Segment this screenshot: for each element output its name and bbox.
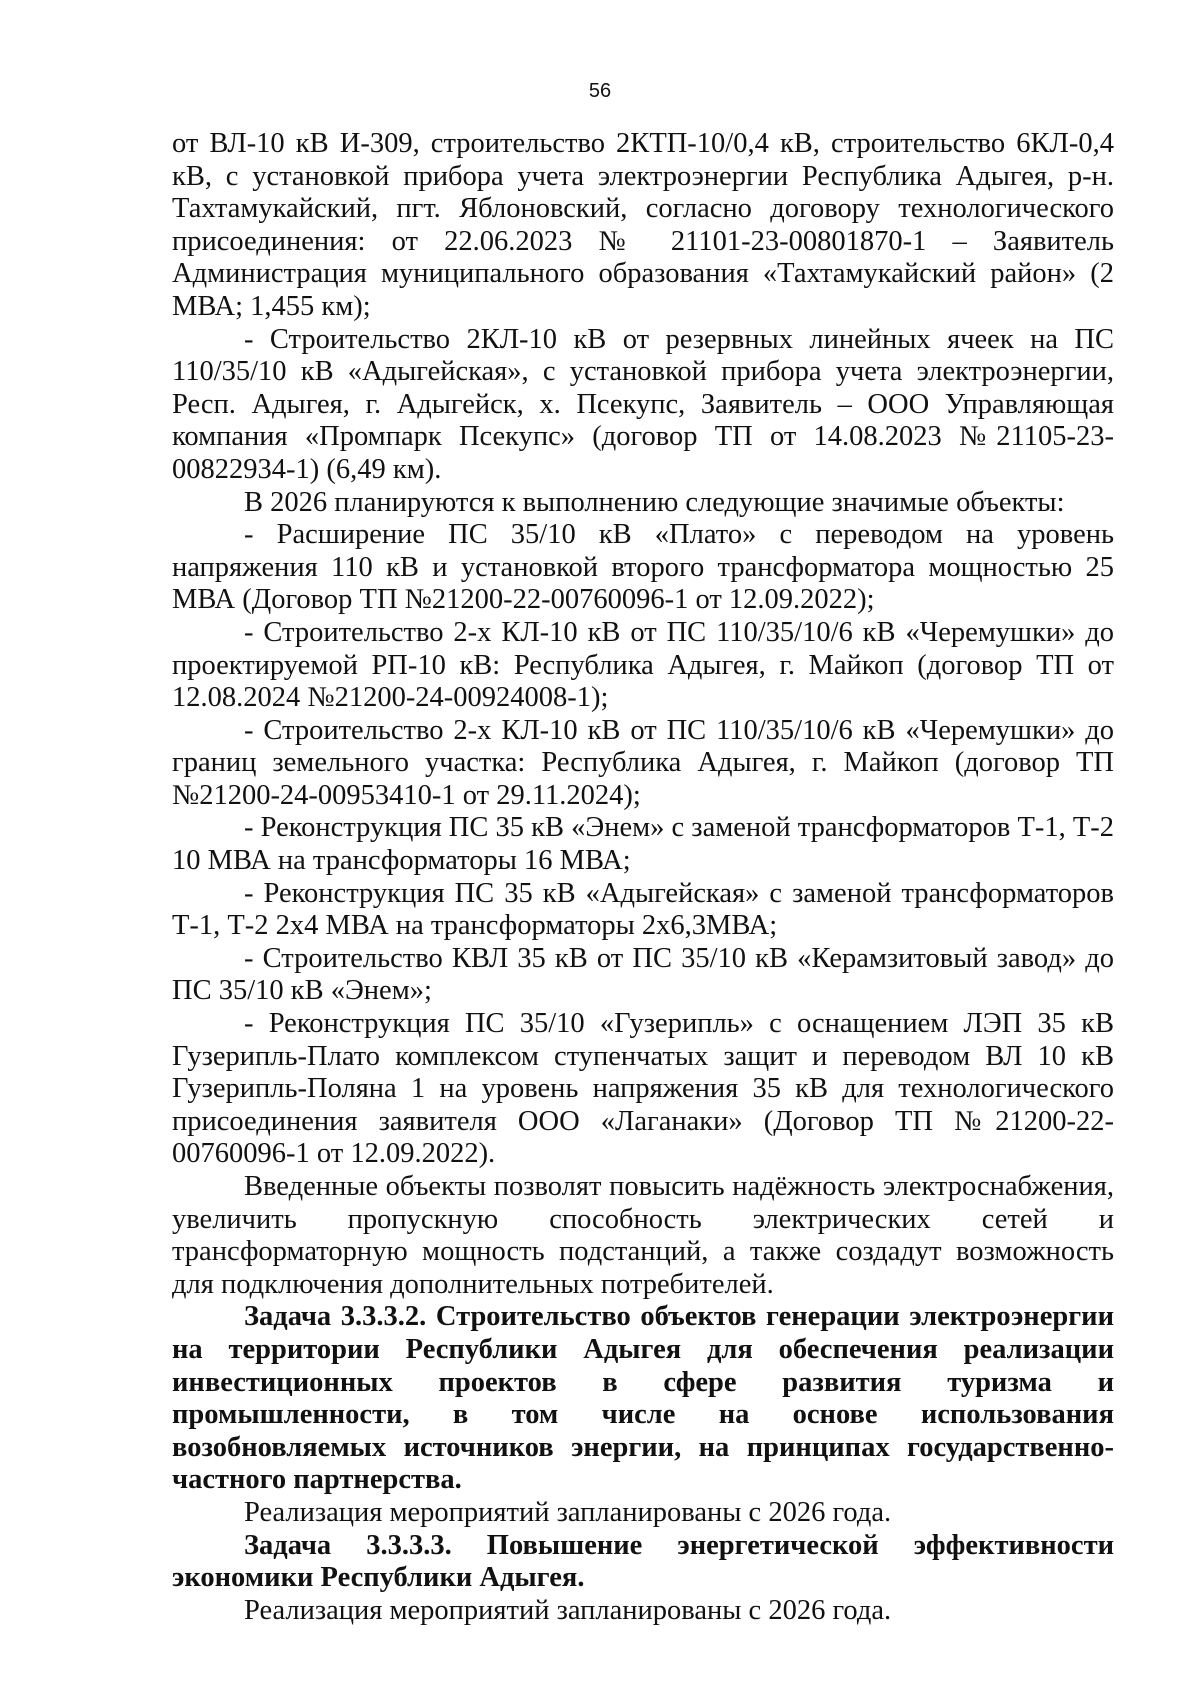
paragraph-item: - Расширение ПС 35/10 кВ «Плато» с переводом на уровень напряжения 110 кВ и установкой второго трансформатора мощностью 25 МВА (Договор ТП №21200-22-00760096-1 от 12.09.2022); [172,519,1114,616]
paragraph-item: - Реконструкция ПС 35 кВ «Энем» с заменой трансформаторов Т-1, Т-2 10 МВА на трансформаторы 16 МВА; [172,812,1114,877]
paragraph-item: - Строительство 2-х КЛ-10 кВ от ПС 110/35/10/6 кВ «Черемушки» до границ земельного участка: Республика Адыгея, г. Майкоп (договор ТП №21200-24-00953410-1 от 29.11.2024); [172,714,1114,811]
document-body [172,128,1114,1627]
page-number: 56 [588,80,612,102]
task-heading: Задача 3.3.3.3. Повышение энергетической эффективности экономики Республики Адыгея. [172,1529,1114,1594]
task-heading: Задача 3.3.3.2. Строительство объектов генерации электроэнергии на территории Республики Адыгея для обеспечения реализации инвестиционных проектов в сфере развития туризма и промышленности, в том числе на основе использования возобновляемых источников энергии, на принципах государственно-частного партнерства. [172,1301,1114,1496]
paragraph-item: - Реконструкция ПС 35 кВ «Адыгейская» с заменой трансформаторов Т-1, Т-2 2х4 МВА на трансформаторы 2х6,3МВА; [172,877,1114,942]
paragraph-item: - Реконструкция ПС 35/10 «Гузерипль» с оснащением ЛЭП 35 кВ Гузерипль-Плато комплексом ступенчатых защит и переводом ВЛ 10 кВ Гузерипль-Поляна 1 на уровень напряжения 35 кВ для технологического присоединения заявителя ООО «Лаганаки» (Договор ТП №21200-22-00760096-1 от 12.09.2022). [172,1008,1114,1170]
paragraph-item: - Строительство 2-х КЛ-10 кВ от ПС 110/35/10/6 кВ «Черемушки» до проектируемой РП-10 кВ: Республика Адыгея, г. Майкоп (договор ТП от 12.08.2024 №21200-24-00924008-1); [172,616,1114,714]
paragraph-item: - Строительство КВЛ 35 кВ от ПС 35/10 кВ «Керамзитовый завод» до ПС 35/10 кВ «Энем»; [172,942,1114,1007]
paragraph-item: - Строительство 2КЛ-10 кВ от резервных линейных ячеек на ПС 110/35/10 кВ «Адыгейская», с установкой прибора учета электроэнергии, Респ. Адыгея, г. Адыгейск, х. Псекупс, Заявитель – ООО Управляющая компания «Промпарк Псекупс» (договор ТП от 14.08.2023 №21105-23-00822934-1) (6,49 км). [172,323,1114,485]
paragraph-implementation: Реализация мероприятий запланированы с 2026 года. [244,1496,892,1528]
paragraph-summary: Введенные объекты позволят повысить надёжность электроснабжения, увеличить пропускную способность электрических сетей и трансформаторную мощность подстанций, а также создадут возможность для подключения дополнительных потребителей. [172,1171,1114,1300]
paragraph-intro: В 2026 планируются к выполнению следующие значимые объекты: [244,486,1065,518]
paragraph-implementation: Реализация мероприятий запланированы с 2026 года. [244,1594,892,1626]
paragraph-continuation: от ВЛ-10 кВ И-309, строительство 2КТП-10/0,4 кВ, строительство 6КЛ-0,4 кВ, с установкой прибора учета электроэнергии Республика Адыгея, р-н. Тахтамукайский, пгт. Яблоновский, согласно договору технологического присоединения: от 22.06.2023 № 21101-23-00801870-1 – Заявитель Администрация муниципального образования «Тахтамукайский район» (2 МВА; 1,455 км); [172,128,1114,322]
